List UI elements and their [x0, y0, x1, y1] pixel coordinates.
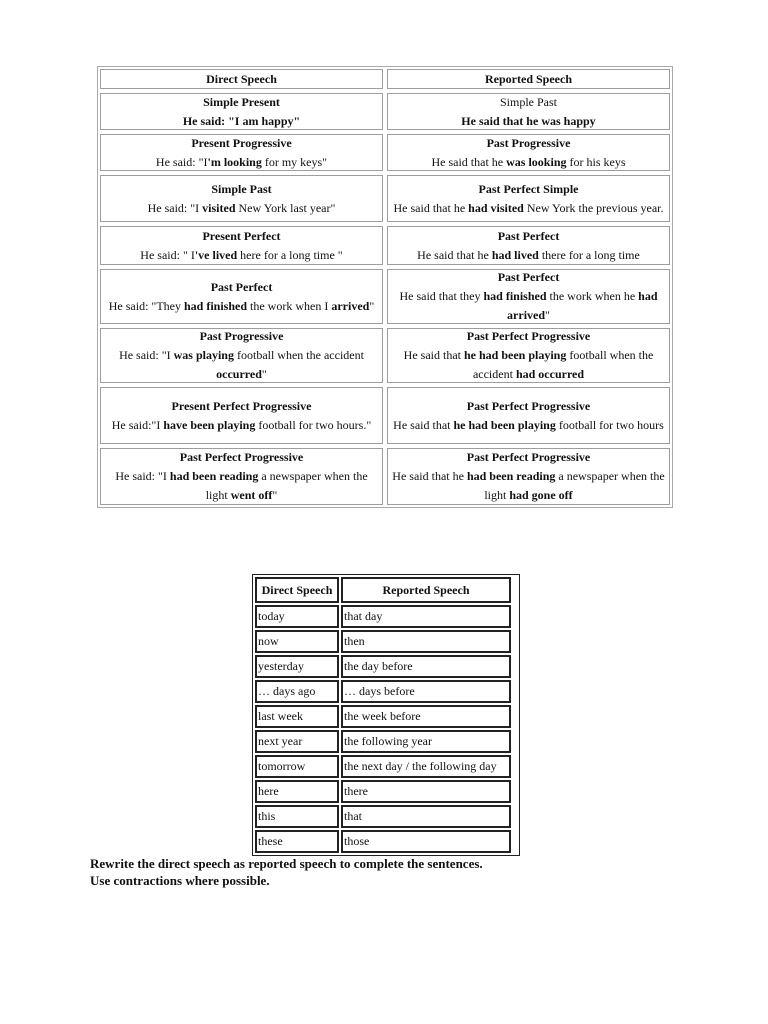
example-sentence	[104, 416, 379, 435]
sentence-text: for his keys	[566, 154, 626, 169]
direct-expression-cell: these	[255, 830, 339, 853]
tense-table-row	[98, 267, 672, 326]
tense-table-row	[98, 446, 672, 507]
reported-expression-cell: … days before	[341, 680, 511, 703]
direct-speech-cell	[100, 93, 383, 130]
reported-speech-cell	[387, 269, 670, 324]
sentence-text: the work when I	[247, 298, 332, 313]
example-sentence	[391, 112, 666, 131]
expressions-table-row	[254, 704, 518, 729]
reported-expression-cell: the following year	[341, 730, 511, 753]
tense-name: Present Perfect Progressive	[171, 398, 312, 413]
sentence-text: "	[369, 298, 375, 313]
expressions-table-row	[254, 729, 518, 754]
highlighted-verb: had occurred	[515, 367, 585, 381]
highlighted-verb: am	[242, 113, 259, 128]
tense-name: Simple Past	[211, 181, 272, 196]
tense-name: Past Perfect Progressive	[466, 329, 591, 343]
direct-speech-cell	[100, 448, 383, 505]
reported-speech-cell	[387, 226, 670, 265]
example-sentence	[104, 199, 379, 218]
direct-expression-cell: next year	[255, 730, 339, 753]
example-sentence	[104, 153, 379, 172]
example-sentence	[391, 287, 666, 325]
sentence-text: He said: "They	[108, 298, 184, 313]
sentence-text: football when the accident	[233, 348, 364, 362]
example-sentence	[104, 246, 379, 265]
expressions-table-header-row	[254, 576, 518, 604]
highlighted-verb: was playing	[173, 348, 234, 362]
sentence-text: He said: "I	[182, 113, 243, 128]
highlighted-verb: 'm looking	[207, 154, 262, 169]
direct-expression-cell: last week	[255, 705, 339, 728]
sentence-text: a newspaper when the light	[484, 469, 665, 502]
tense-table-row	[98, 224, 672, 267]
reported-expression-cell: the week before	[341, 705, 511, 728]
direct-expression-cell: today	[255, 605, 339, 628]
tense-table-row	[98, 91, 672, 132]
tense-name: Simple Present	[203, 94, 280, 109]
reported-expression-cell: that	[341, 805, 511, 828]
highlighted-verb: had arrived	[507, 289, 658, 322]
reported-speech-cell	[387, 175, 670, 222]
tense-name: Past Progressive	[199, 329, 284, 343]
sentence-text: He said:"I	[111, 417, 164, 432]
tense-name: Past Perfect Progressive	[466, 398, 591, 413]
example-sentence	[104, 112, 379, 131]
instructions	[90, 855, 690, 889]
sentence-text: He said: " I	[140, 247, 195, 262]
highlighted-verb: he had been playing	[463, 348, 567, 362]
direct-expression-cell: … days ago	[255, 680, 339, 703]
example-sentence	[391, 246, 666, 265]
highlighted-verb: went off	[230, 488, 273, 502]
reported-expression-cell: that day	[341, 605, 511, 628]
expressions-table-row	[254, 604, 518, 629]
expressions-table-row	[254, 629, 518, 654]
reported-speech-cell	[387, 387, 670, 444]
highlighted-verb: arrived	[331, 298, 370, 313]
example-sentence	[104, 346, 379, 384]
sentence-text: the work when he	[546, 289, 639, 303]
tense-table-row	[98, 326, 672, 385]
tense-name: Present Perfect	[202, 228, 281, 243]
sentence-text: New York the previous year.	[523, 200, 664, 215]
expressions-table	[252, 574, 520, 856]
direct-speech-cell	[100, 387, 383, 444]
reported-expression-cell: the day before	[341, 655, 511, 678]
expressions-table-row	[254, 679, 518, 704]
reported-expression-cell: the next day / the following day	[341, 755, 511, 778]
example-sentence	[104, 467, 379, 505]
sentence-text: He said: "I	[119, 348, 174, 362]
sentence-text: He said that he	[393, 200, 469, 215]
tense-name: Past Perfect	[497, 228, 560, 243]
example-sentence	[391, 199, 666, 218]
reported-expression-cell: there	[341, 780, 511, 803]
highlighted-verb: 've lived	[194, 247, 238, 262]
sentence-text: a newspaper when the light	[205, 469, 368, 502]
tense-name: Past Perfect	[210, 279, 273, 294]
tense-table-header-row	[98, 67, 672, 91]
reported-speech-cell	[387, 93, 670, 130]
highlighted-verb: was looking	[506, 154, 567, 169]
instruction-line-1: Rewrite the direct speech as reported speech to complete the sentences.	[90, 856, 483, 871]
highlighted-verb: had finished	[483, 289, 547, 303]
instruction-line-2: Use contractions where possible.	[90, 873, 270, 888]
example-sentence	[391, 416, 666, 435]
direct-speech-cell	[100, 175, 383, 222]
tense-table-row	[98, 173, 672, 224]
expressions-table-row	[254, 829, 518, 854]
highlighted-verb: had finished	[183, 298, 248, 313]
header-reported-speech: Reported Speech	[341, 577, 511, 603]
direct-expression-cell: this	[255, 805, 339, 828]
sentence-text: He said that he	[417, 247, 492, 262]
sentence-text: there for a long time	[538, 247, 640, 262]
highlighted-verb: had been reading	[169, 469, 259, 483]
highlighted-verb: occurred	[216, 367, 262, 381]
sentence-text: He said: "I	[147, 200, 203, 215]
direct-expression-cell: now	[255, 630, 339, 653]
direct-speech-cell	[100, 328, 383, 383]
reported-speech-cell	[387, 448, 670, 505]
sentence-text: He said that he	[431, 154, 507, 169]
tense-table-row	[98, 132, 672, 173]
tense-name: Past Perfect Progressive	[466, 450, 591, 464]
sentence-text: He said that they	[399, 289, 484, 303]
tense-name: Past Perfect Simple	[478, 181, 579, 196]
expressions-table-row	[254, 804, 518, 829]
reported-speech-cell	[387, 134, 670, 171]
sentence-text: New York last year"	[235, 200, 336, 215]
tense-name: Past Progressive	[486, 135, 571, 150]
sentence-text: for my keys"	[261, 154, 328, 169]
direct-speech-cell	[100, 134, 383, 171]
sentence-text: He said that	[403, 348, 464, 362]
example-sentence	[391, 467, 666, 505]
tense-table	[97, 66, 673, 508]
direct-expression-cell: tomorrow	[255, 755, 339, 778]
example-sentence	[391, 346, 666, 384]
header-direct-speech: Direct Speech	[255, 577, 339, 603]
highlighted-verb: had visited	[468, 200, 524, 215]
reported-expression-cell: then	[341, 630, 511, 653]
sentence-text: He said: "I	[155, 154, 208, 169]
direct-expression-cell: here	[255, 780, 339, 803]
sentence-text: happy	[560, 113, 596, 128]
example-sentence	[104, 297, 379, 316]
highlighted-verb: had lived	[491, 247, 539, 262]
highlighted-verb: have been playing	[163, 417, 256, 432]
reported-expression-cell: those	[341, 830, 511, 853]
sentence-text: "	[272, 488, 278, 502]
highlighted-verb: was	[541, 113, 561, 128]
header-reported-speech: Reported Speech	[387, 69, 670, 89]
highlighted-verb: had been reading	[466, 469, 556, 483]
expressions-table-row	[254, 654, 518, 679]
sentence-text: football for two hours	[555, 417, 664, 432]
direct-speech-cell	[100, 269, 383, 324]
expressions-table-row	[254, 779, 518, 804]
sentence-text: He said: "I	[115, 469, 170, 483]
sentence-text: He said that	[393, 417, 454, 432]
highlighted-verb: visited	[202, 200, 236, 215]
header-direct-speech: Direct Speech	[100, 69, 383, 89]
example-sentence	[391, 153, 666, 172]
sentence-text: football when the accident	[472, 348, 654, 381]
sentence-text: football for two hours."	[255, 417, 372, 432]
sentence-text: He said that he	[392, 469, 467, 483]
highlighted-verb: had gone off	[509, 488, 573, 502]
tense-name: Past Perfect Progressive	[179, 450, 304, 464]
direct-speech-cell	[100, 226, 383, 265]
expressions-table-row	[254, 754, 518, 779]
direct-expression-cell: yesterday	[255, 655, 339, 678]
sentence-text: happy"	[258, 113, 301, 128]
sentence-text: "	[545, 308, 550, 322]
sentence-text: He said that he	[461, 113, 542, 128]
sentence-text: here for a long time "	[237, 247, 343, 262]
highlighted-verb: he had been playing	[453, 417, 556, 432]
tense-name: Present Progressive	[191, 135, 292, 150]
tense-name: Past Perfect	[497, 270, 560, 284]
reported-speech-cell	[387, 328, 670, 383]
sentence-text: "	[261, 367, 267, 381]
tense-table-row	[98, 385, 672, 446]
tense-name: Simple Past	[499, 94, 557, 109]
